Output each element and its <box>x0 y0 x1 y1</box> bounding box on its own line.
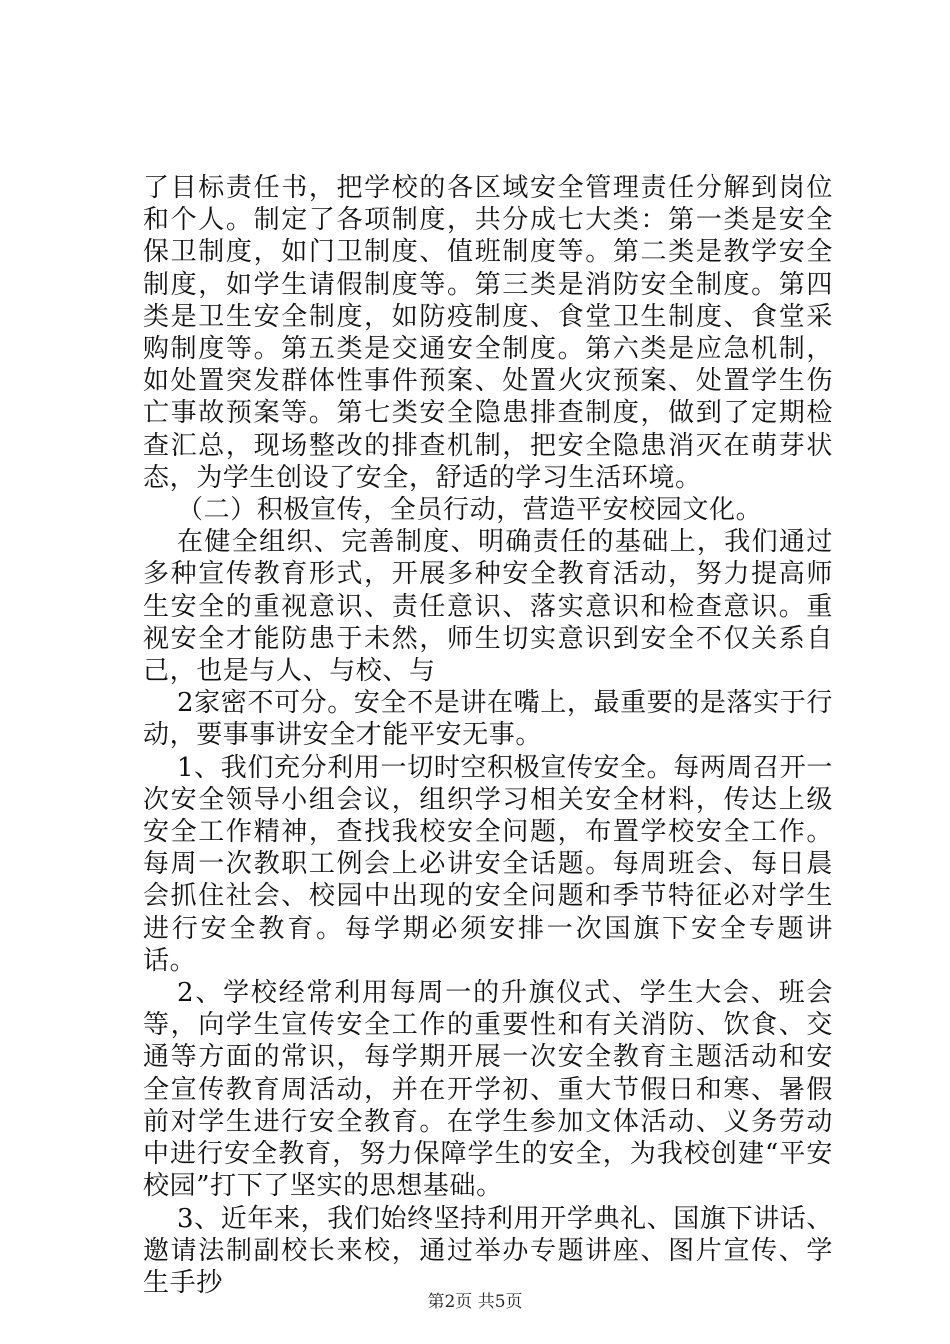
page-number-footer: 第2页 共5页 <box>427 1292 523 1312</box>
paragraph-item-2: 2、学校经常利用每周一的升旗仪式、学生大会、班会等，向学生宣传安全工作的重要性和有关消防、饮食、交通等方面的常识，每学期开展一次安全教育主题活动和安全宣传教育周活动，并在开学初、重大节假日和寒、暑假前对学生进行安全教育。在学生参加文体活动、义务劳动中进行安全教育，努力保障学生的安全，为我校创建“平安校园”打下了坚实的思想基础。 <box>143 978 833 1202</box>
paragraph-item-1: 1、我们充分利用一切时空积极宣传安全。每两周召开一次安全领导小组会议，组织学习相关安全材料，传达上级安全工作精神，查找我校安全问题，布置学校安全工作。每周一次教职工例会上必讲安全话题。每周班会、每日晨会抓住社会、校园中出现的安全问题和季节特征必对学生进行安全教育。每学期必须安排一次国旗下安全专题讲话。 <box>143 752 833 976</box>
paragraph-responsibility-systems: 了目标责任书，把学校的各区域安全管理责任分解到岗位和个人。制定了各项制度，共分成七大类：第一类是安全保卫制度，如门卫制度、值班制度等。第二类是教学安全制度，如学生请假制度等。第三类是消防安全制度。第四类是卫生安全制度，如防疫制度、食堂卫生制度、食堂采购制度等。第五类是交通安全制度。第六类是应急机制，如处置突发群体性事件预案、处置火灾预案、处置学生伤亡事故预案等。第七类安全隐患排查制度，做到了定期检查汇总，现场整改的排查机制，把安全隐患消灭在萌芽状态，为学生创设了安全，舒适的学习生活环境。 <box>143 173 833 493</box>
paragraph-continuation: 2家密不可分。安全不是讲在嘴上，最重要的是落实于行动，要事事讲安全才能平安无事。 <box>143 688 833 751</box>
document-body <box>143 172 833 1299</box>
paragraph-item-3: 3、近年来，我们始终坚持利用开学典礼、国旗下讲话、邀请法制副校长来校，通过举办专题讲座、图片宣传、学生手抄 <box>143 1203 833 1298</box>
section-heading-publicity: （二）积极宣传，全员行动，营造平安校园文化。 <box>177 495 763 526</box>
paragraph-publicity-intro: 在健全组织、完善制度、明确责任的基础上，我们通过多种宣传教育形式，开展多种安全教育活动，努力提高师生安全的重视意识、责任意识、落实意识和检查意识。重视安全才能防患于未然，师生切实意识到安全不仅关系自己，也是与人、与校、与 <box>143 527 833 687</box>
